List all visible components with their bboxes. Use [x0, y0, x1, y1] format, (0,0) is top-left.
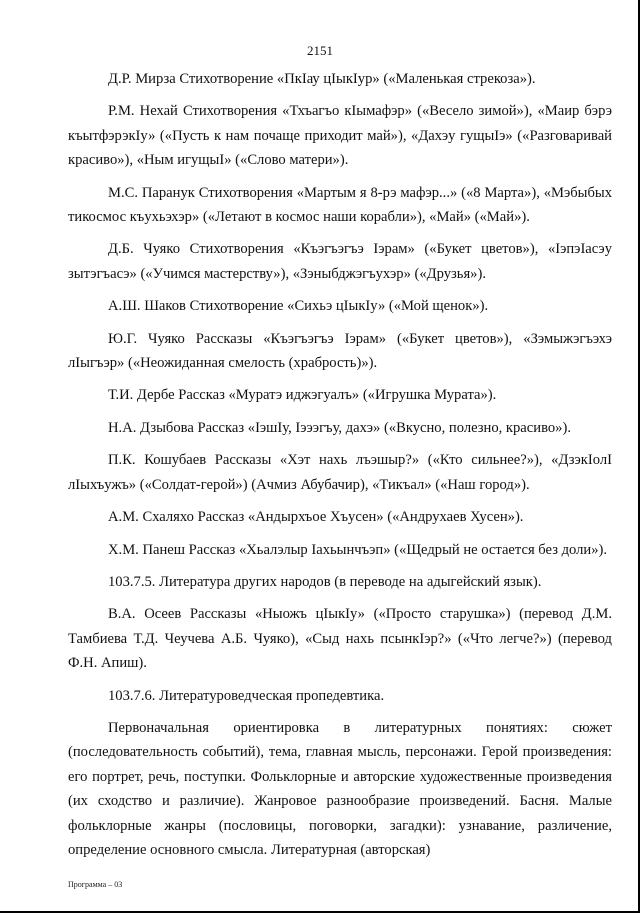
section-heading: 103.7.5. Литература других народов (в переводе на адыгейский язык).	[108, 573, 542, 590]
document-body	[68, 67, 612, 870]
paragraph: А.Ш. Шаков Стихотворение «Сихьэ цIыкIу» («Мой щенок»).	[108, 298, 489, 315]
footer-program-label: Программа – 03	[68, 880, 123, 889]
paragraph: Н.А. Дзыбова Рассказ «IэшIу, Iэээгъу, дахэ» («Вкусно, полезно, красиво»).	[108, 419, 571, 436]
paragraph: П.К. Кошубаев Рассказы «Хэт нахь лъэшыр?» («Кто сильнее?»), «ДзэкIолI лIыхъужъ» («Солдат-герой») (Ачмиз Абубачир), «Тикъал» («Наш город»).	[68, 452, 612, 493]
paragraph: Д.Р. Мирза Стихотворение «ПкIау цIыкIур» («Маленькая стрекоза»).	[108, 71, 536, 87]
paragraph: Х.М. Панеш Рассказ «Хьалэлыр Iахьынчъэп» («Щедрый не остается без доли»).	[108, 541, 608, 558]
paragraph: Ю.Г. Чуяко Рассказы «Къэгъэгъэ Iэрам» («Букет цветов»), «Зэмыжэгъэхэ лIыгъэр» («Неожиданная смелость (храбрость)»).	[68, 330, 612, 372]
paragraph: Т.И. Дербе Рассказ «Муратэ иджэгуалъ» («Игрушка Мурата»).	[108, 387, 497, 404]
paragraph: А.М. Схаляхо Рассказ «Андырхъое Хъусен» («Андрухаев Хусен»).	[108, 509, 524, 526]
paragraph: В.А. Осеев Рассказы «Ныожъ цIыкIу» («Просто старушка») (перевод Д.М. Тамбиева Т.Д. Чеучева А.Б. Чуяко), «Сыд нахь псынкIэр?» («Что легче?») (перевод Ф.Н. Апиш).	[68, 606, 612, 672]
paragraph: Первоначальная ориентировка в литературных понятиях: сюжет (последовательность событий), тема, главная мысль, персонажи. Герой произведения: его портрет, речь, поступки. Фольклорные и авторские художественные произведения (их сходство и различие). Жанровое разнообразие произведений. Басня. Малые фольклорные жанры (пословицы, поговорки, загадки): узнавание, различение, определение основного смысла. Литературная (авторская)	[68, 719, 612, 858]
page-number: 2151	[307, 43, 333, 58]
paragraph: Р.М. Нехай Стихотворения «Тхъагъо кIымафэр» («Весело зимой»), «Маир бэрэ къытфэрэкIу» («Пусть к нам почаще приходит май»), «Дахэу гущыIэ» («Разговаривай красиво»), «Ным игущыI» («Слово матери»).	[68, 103, 612, 169]
section-heading: 103.7.6. Литературоведческая пропедевтика.	[108, 687, 385, 704]
paragraph: М.С. Паранук Стихотворения «Мартым я 8-рэ мафэр...» («8 Марта»), «Мэбыбых тикосмос къухьэхэр» («Летают в космос наши корабли»), «Май» («Май»).	[68, 184, 612, 226]
paragraph: Д.Б. Чуяко Стихотворения «Къэгъэгъэ Iэрам» («Букет цветов»), «IэпэIасэу зытэгъасэ» («Учимся мастерству»), «Зэныбджэгъухэр» («Друзья»).	[68, 241, 612, 282]
